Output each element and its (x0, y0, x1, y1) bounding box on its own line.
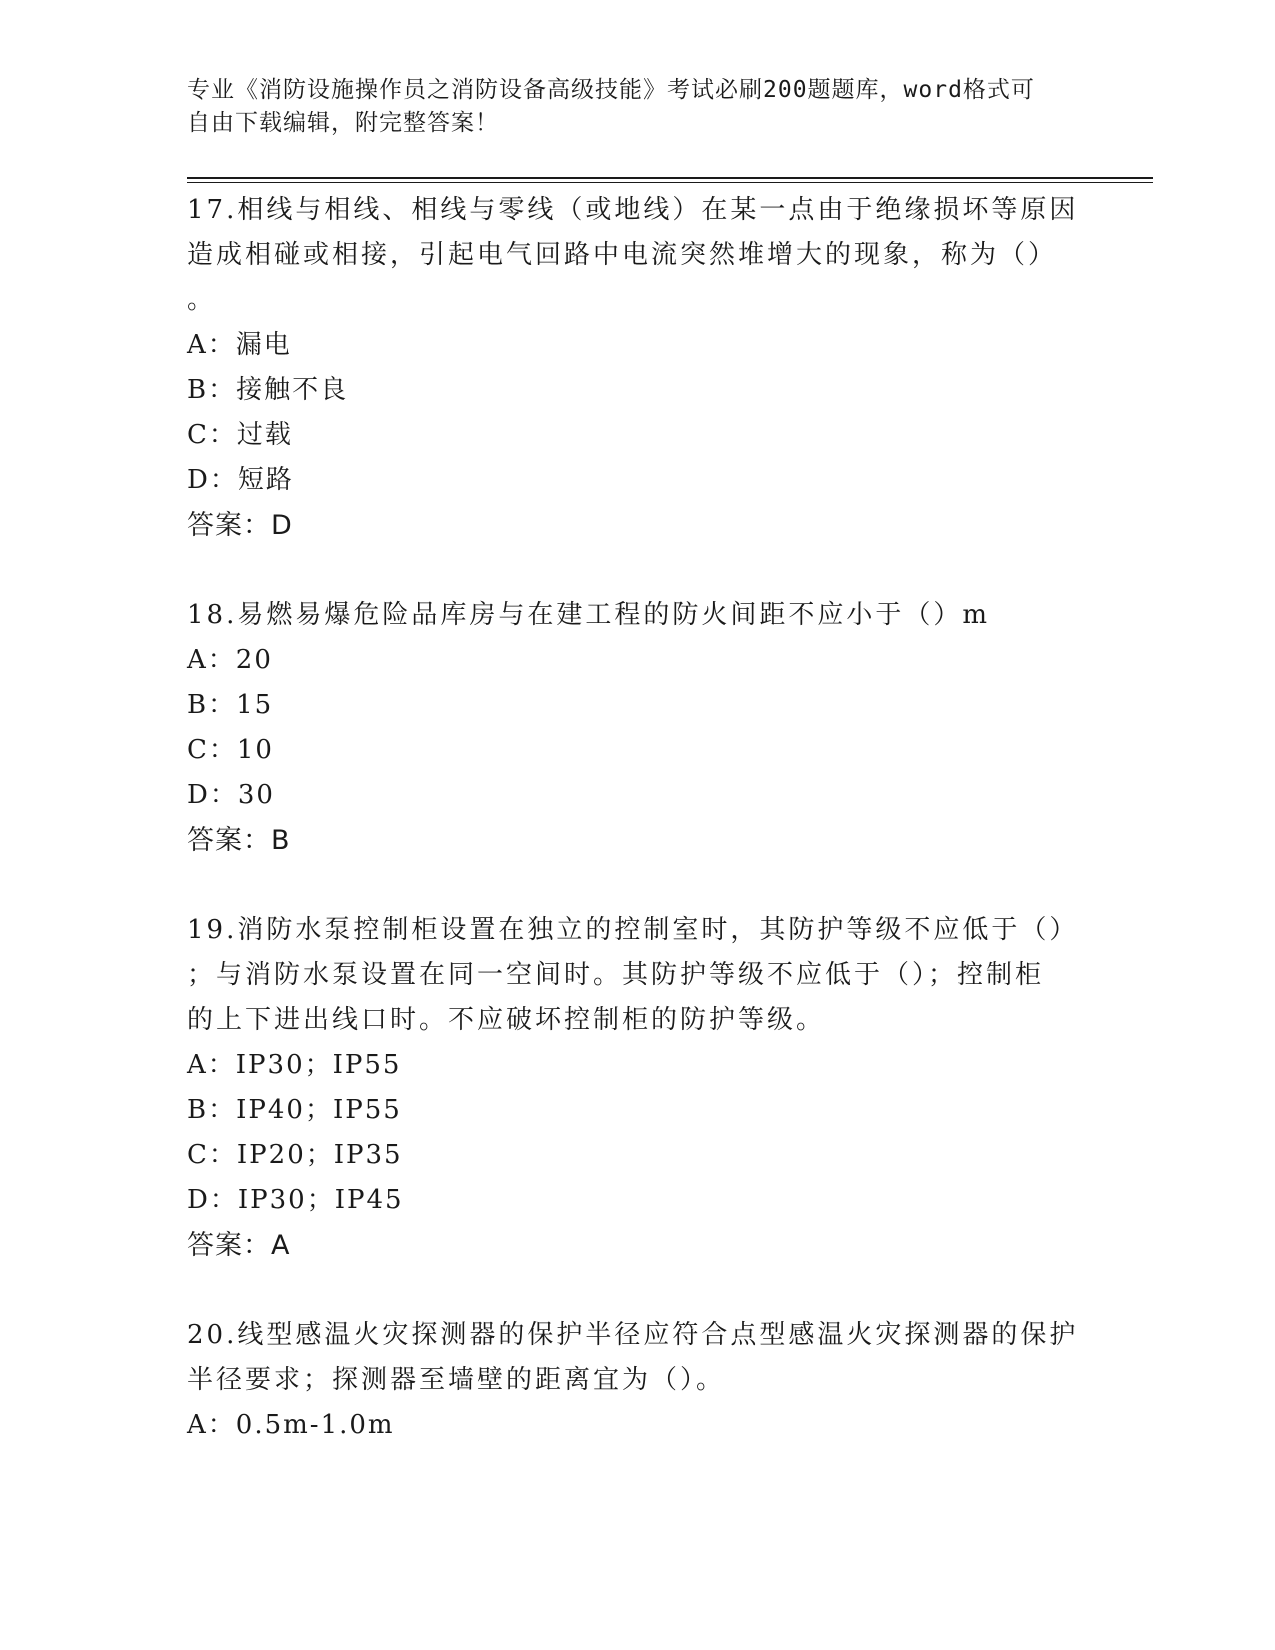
option-b: B：接触不良 (187, 375, 349, 405)
option-d: D：30 (187, 780, 275, 810)
question-18 (187, 593, 1087, 863)
option-a: A：0.5m-1.0m (187, 1410, 395, 1440)
option-a: A：IP30；IP55 (187, 1050, 402, 1080)
header-line-2: 自由下载编辑，附完整答案！ (187, 110, 499, 136)
question-stem-line: 20.线型感温火灾探测器的保护半径应符合点型感温火灾探测器的保护 (187, 1320, 1079, 1350)
question-stem-line: 。 (187, 285, 217, 315)
question-stem-line: 造成相碰或相接，引起电气回路中电流突然堆增大的现象，称为（） (187, 240, 1058, 270)
question-stem-line: 半径要求；探测器至墙壁的距离宜为（）。 (187, 1365, 726, 1395)
question-stem-line: 18.易燃易爆危险品库房与在建工程的防火间距不应小于（）m (187, 600, 991, 630)
question-17 (187, 188, 1087, 548)
question-20 (187, 1313, 1087, 1448)
option-b: B：15 (187, 690, 274, 720)
option-c: C：10 (187, 735, 274, 765)
question-spacer (187, 1268, 1087, 1313)
question-spacer (187, 548, 1087, 593)
option-a: A：漏电 (187, 330, 292, 360)
question-stem-line: 19.消防水泵控制柜设置在独立的控制室时，其防护等级不应低于（） (187, 915, 1079, 945)
header-divider-thin (187, 182, 1153, 183)
question-19 (187, 908, 1087, 1268)
question-stem-line: ；与消防水泵设置在同一空间时。其防护等级不应低于（）；控制柜 (187, 960, 1045, 990)
question-spacer (187, 863, 1087, 908)
header-divider-thick (187, 177, 1153, 179)
question-stem-line: 的上下进出线口时。不应破坏控制柜的防护等级。 (187, 1005, 826, 1035)
option-c: C：IP20；IP35 (187, 1140, 403, 1170)
answer-text: 答案：A (187, 1230, 291, 1261)
option-d: D：短路 (187, 465, 294, 495)
option-b: B：IP40；IP55 (187, 1095, 402, 1125)
document-header (187, 74, 1067, 140)
header-line-1: 专业《消防设施操作员之消防设备高级技能》考试必刷200题题库，word格式可 (187, 77, 1035, 103)
option-d: D：IP30；IP45 (187, 1185, 404, 1215)
answer-text: 答案：B (187, 825, 291, 856)
answer-text: 答案：D (187, 510, 293, 541)
question-list (187, 188, 1087, 1448)
option-a: A：20 (187, 645, 273, 675)
question-stem-line: 17.相线与相线、相线与零线（或地线）在某一点由于绝缘损坏等原因 (187, 195, 1079, 225)
option-c: C：过载 (187, 420, 293, 450)
